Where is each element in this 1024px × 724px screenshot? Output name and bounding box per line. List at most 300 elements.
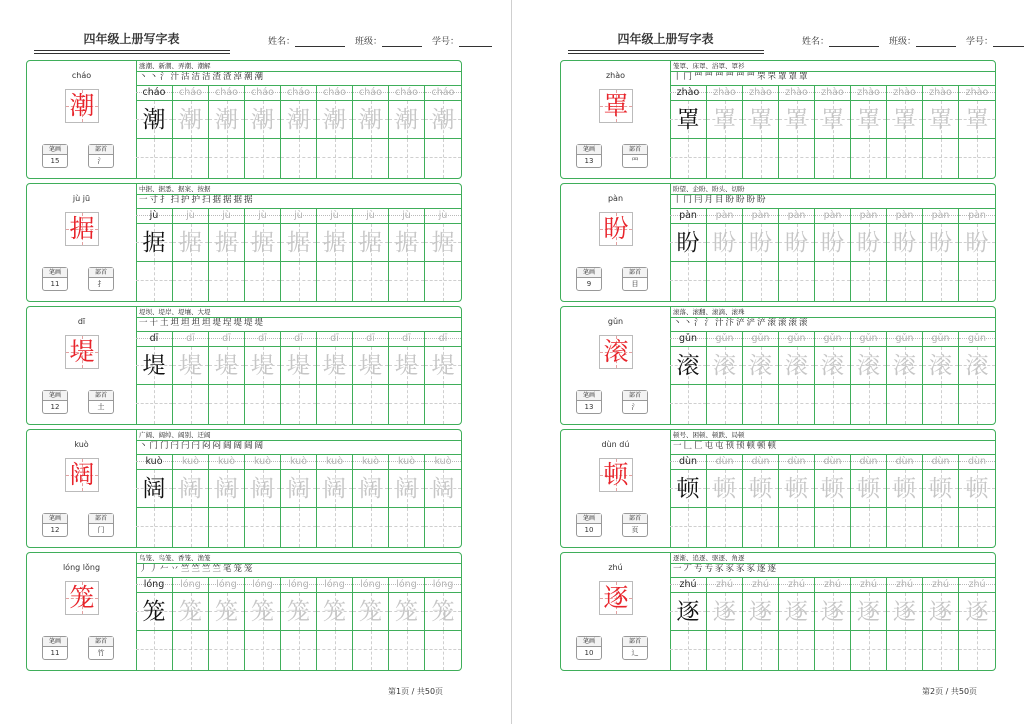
pinyin-trace-cell[interactable]: [887, 85, 923, 101]
blank-writing-cell[interactable]: [245, 385, 281, 424]
pinyin-trace-cell[interactable]: [959, 577, 995, 593]
pinyin-model-cell[interactable]: [136, 454, 173, 470]
character-trace-cell[interactable]: [245, 593, 281, 631]
pinyin-trace-cell[interactable]: [779, 577, 815, 593]
character-trace-cell[interactable]: [353, 347, 389, 385]
pinyin-trace-cell[interactable]: [425, 85, 461, 101]
stroke-step: 竺: [191, 564, 201, 574]
pinyin-trace-cell[interactable]: [923, 577, 959, 593]
blank-writing-cell[interactable]: [281, 508, 317, 547]
pinyin-trace-cell[interactable]: [173, 331, 209, 347]
character-trace-cell[interactable]: [209, 101, 245, 139]
character-trace-cell[interactable]: [779, 593, 815, 631]
blank-writing-cell[interactable]: [670, 385, 707, 424]
pinyin-model-cell[interactable]: [136, 577, 173, 593]
pinyin-trace-cell[interactable]: [317, 331, 353, 347]
blank-writing-cell[interactable]: [779, 262, 815, 301]
blank-writing-cell[interactable]: [425, 139, 461, 178]
character-trace-cell[interactable]: [425, 470, 461, 508]
blank-writing-cell[interactable]: [815, 262, 851, 301]
character-trace-cell[interactable]: [425, 593, 461, 631]
blank-writing-cell[interactable]: [707, 139, 743, 178]
pinyin-trace-cell[interactable]: [815, 577, 851, 593]
blank-writing-cell[interactable]: [815, 631, 851, 670]
character-trace-cell[interactable]: [851, 101, 887, 139]
blank-writing-cell[interactable]: [281, 262, 317, 301]
pinyin-trace-cell[interactable]: [317, 577, 353, 593]
character-trace-cell[interactable]: [887, 224, 923, 262]
blank-writing-cell[interactable]: [959, 262, 995, 301]
blank-writing-cell[interactable]: [353, 139, 389, 178]
blank-writing-cell[interactable]: [959, 508, 995, 547]
character-trace-cell[interactable]: [743, 224, 779, 262]
pinyin-trace-cell[interactable]: [245, 208, 281, 224]
blank-writing-cell[interactable]: [887, 139, 923, 178]
blank-writing-cell[interactable]: [743, 508, 779, 547]
character-trace-cell[interactable]: [173, 593, 209, 631]
pinyin-trace-cell[interactable]: [743, 208, 779, 224]
blank-writing-cell[interactable]: [707, 385, 743, 424]
blank-writing-cell[interactable]: [779, 385, 815, 424]
blank-writing-cell[interactable]: [281, 139, 317, 178]
practice-character: 罩: [821, 107, 844, 133]
blank-writing-cell[interactable]: [209, 385, 245, 424]
blank-writing-cell[interactable]: [779, 139, 815, 178]
pinyin-trace-cell[interactable]: [707, 331, 743, 347]
pinyin-trace-cell[interactable]: [425, 331, 461, 347]
pinyin-trace-cell[interactable]: [959, 208, 995, 224]
blank-writing-cell[interactable]: [707, 631, 743, 670]
blank-writing-cell[interactable]: [173, 262, 209, 301]
pinyin-model-cell[interactable]: [670, 208, 707, 224]
pinyin-trace-cell[interactable]: [353, 331, 389, 347]
pinyin-model-cell[interactable]: [670, 331, 707, 347]
pinyin-trace-cell[interactable]: [209, 577, 245, 593]
blank-writing-cell[interactable]: [851, 508, 887, 547]
pinyin-trace-cell[interactable]: [923, 85, 959, 101]
practice-pinyin: dī: [186, 333, 195, 344]
character-trace-cell[interactable]: [959, 593, 995, 631]
pinyin-trace-cell[interactable]: [923, 208, 959, 224]
blank-writing-cell[interactable]: [281, 631, 317, 670]
pinyin-trace-cell[interactable]: [209, 331, 245, 347]
character-trace-cell[interactable]: [209, 347, 245, 385]
pinyin-trace-cell[interactable]: [389, 85, 425, 101]
pinyin-trace-cell[interactable]: [173, 85, 209, 101]
character-trace-cell[interactable]: [815, 224, 851, 262]
practice-pinyin: pàn: [931, 210, 950, 221]
blank-writing-cell[interactable]: [743, 262, 779, 301]
blank-writing-cell[interactable]: [389, 139, 425, 178]
blank-writing-cell[interactable]: [389, 385, 425, 424]
character-trace-cell[interactable]: [353, 470, 389, 508]
pinyin-trace-cell[interactable]: [281, 85, 317, 101]
character-trace-cell[interactable]: [209, 593, 245, 631]
blank-writing-cell[interactable]: [136, 385, 173, 424]
blank-writing-cell[interactable]: [851, 631, 887, 670]
pinyin-trace-cell[interactable]: [743, 454, 779, 470]
blank-writing-cell[interactable]: [353, 385, 389, 424]
stroke-step: 渣: [212, 72, 222, 82]
practice-pinyin: gǔn: [859, 333, 878, 344]
practice-pinyin: lóng: [252, 579, 273, 590]
pinyin-trace-cell[interactable]: [209, 208, 245, 224]
pinyin-trace-cell[interactable]: [173, 208, 209, 224]
pinyin-model-cell[interactable]: [136, 85, 173, 101]
character-trace-cell[interactable]: [851, 224, 887, 262]
practice-character: 盼: [929, 230, 952, 256]
pinyin-trace-cell[interactable]: [281, 577, 317, 593]
blank-writing-cell[interactable]: [245, 631, 281, 670]
blank-writing-cell[interactable]: [353, 631, 389, 670]
blank-writing-cell[interactable]: [317, 139, 353, 178]
blank-writing-cell[interactable]: [815, 508, 851, 547]
pinyin-trace-cell[interactable]: [743, 85, 779, 101]
character-trace-cell[interactable]: [959, 347, 995, 385]
character-model-cell[interactable]: [670, 593, 707, 631]
pinyin-trace-cell[interactable]: [173, 454, 209, 470]
character-trace-cell[interactable]: [425, 347, 461, 385]
character-model-cell[interactable]: [670, 347, 707, 385]
character-trace-cell[interactable]: [317, 101, 353, 139]
blank-writing-cell[interactable]: [389, 631, 425, 670]
character-trace-cell[interactable]: [923, 224, 959, 262]
model-character: 潮: [69, 91, 95, 120]
blank-writing-cell[interactable]: [887, 508, 923, 547]
blank-writing-cell[interactable]: [209, 262, 245, 301]
character-trace-cell[interactable]: [317, 470, 353, 508]
blank-writing-cell[interactable]: [887, 262, 923, 301]
pinyin-trace-cell[interactable]: [209, 85, 245, 101]
character-trace-cell[interactable]: [173, 347, 209, 385]
blank-writing-cell[interactable]: [173, 139, 209, 178]
character-trace-cell[interactable]: [779, 347, 815, 385]
blank-writing-cell[interactable]: [425, 262, 461, 301]
blank-writing-cell[interactable]: [670, 508, 707, 547]
character-trace-cell[interactable]: [425, 101, 461, 139]
character-trace-cell[interactable]: [923, 470, 959, 508]
practice-character: 堤: [359, 353, 382, 379]
character-model-cell[interactable]: [670, 224, 707, 262]
blank-writing-cell[interactable]: [245, 139, 281, 178]
character-trace-cell[interactable]: [389, 470, 425, 508]
pinyin-trace-cell[interactable]: [779, 454, 815, 470]
pinyin-trace-cell[interactable]: [779, 208, 815, 224]
character-trace-cell[interactable]: [707, 593, 743, 631]
pinyin-trace-cell[interactable]: [173, 577, 209, 593]
character-trace-cell[interactable]: [209, 224, 245, 262]
blank-writing-cell[interactable]: [209, 508, 245, 547]
blank-writing-cell[interactable]: [317, 262, 353, 301]
class-blank[interactable]: [382, 36, 422, 47]
blank-writing-cell[interactable]: [959, 631, 995, 670]
character-trace-cell[interactable]: [815, 593, 851, 631]
character-trace-cell[interactable]: [245, 224, 281, 262]
pinyin-trace-cell[interactable]: [209, 454, 245, 470]
character-trace-cell[interactable]: [209, 470, 245, 508]
pinyin-trace-cell[interactable]: [353, 85, 389, 101]
pinyin-trace-cell[interactable]: [887, 454, 923, 470]
pinyin-trace-cell[interactable]: [887, 577, 923, 593]
character-trace-cell[interactable]: [779, 224, 815, 262]
blank-writing-cell[interactable]: [779, 631, 815, 670]
character-trace-cell[interactable]: [887, 347, 923, 385]
pinyin-trace-cell[interactable]: [779, 331, 815, 347]
pinyin-trace-cell[interactable]: [743, 577, 779, 593]
blank-writing-cell[interactable]: [670, 262, 707, 301]
blank-writing-cell[interactable]: [743, 385, 779, 424]
id-blank[interactable]: [459, 36, 492, 47]
character-trace-cell[interactable]: [851, 347, 887, 385]
pinyin-trace-cell[interactable]: [851, 331, 887, 347]
character-trace-cell[interactable]: [815, 101, 851, 139]
character-trace-cell[interactable]: [887, 470, 923, 508]
guide-line: [725, 508, 726, 547]
character-model-cell[interactable]: [136, 593, 173, 631]
blank-writing-cell[interactable]: [425, 385, 461, 424]
pinyin-trace-cell[interactable]: [425, 208, 461, 224]
pinyin-trace-cell[interactable]: [317, 208, 353, 224]
character-trace-cell[interactable]: [281, 470, 317, 508]
blank-writing-cell[interactable]: [209, 139, 245, 178]
pinyin-trace-cell[interactable]: [923, 331, 959, 347]
pinyin-trace-cell[interactable]: [923, 454, 959, 470]
pinyin-model-cell[interactable]: [670, 85, 707, 101]
blank-writing-cell[interactable]: [851, 262, 887, 301]
pinyin-trace-cell[interactable]: [389, 454, 425, 470]
character-trace-cell[interactable]: [173, 101, 209, 139]
character-trace-cell[interactable]: [743, 470, 779, 508]
character-model-cell[interactable]: [136, 101, 173, 139]
pinyin-trace-cell[interactable]: [815, 208, 851, 224]
blank-writing-cell[interactable]: [136, 631, 173, 670]
character-trace-cell[interactable]: [815, 470, 851, 508]
character-model-cell[interactable]: [670, 101, 707, 139]
pinyin-trace-cell[interactable]: [425, 454, 461, 470]
blank-writing-cell[interactable]: [425, 631, 461, 670]
character-trace-cell[interactable]: [317, 347, 353, 385]
character-trace-cell[interactable]: [779, 101, 815, 139]
character-model-cell[interactable]: [136, 347, 173, 385]
practice-pinyin: cháo: [142, 87, 166, 98]
id-blank[interactable]: [993, 36, 1024, 47]
pinyin-trace-cell[interactable]: [707, 454, 743, 470]
class-blank[interactable]: [916, 36, 956, 47]
name-blank[interactable]: [829, 36, 879, 47]
character-trace-cell[interactable]: [707, 224, 743, 262]
pinyin-trace-cell[interactable]: [245, 85, 281, 101]
pinyin-trace-cell[interactable]: [281, 331, 317, 347]
character-trace-cell[interactable]: [707, 101, 743, 139]
blank-writing-cell[interactable]: [707, 508, 743, 547]
pinyin-trace-cell[interactable]: [851, 577, 887, 593]
stroke-step: 沽: [181, 72, 190, 82]
blank-writing-cell[interactable]: [173, 508, 209, 547]
pinyin-trace-cell[interactable]: [353, 454, 389, 470]
blank-writing-cell[interactable]: [389, 262, 425, 301]
guide-line: [905, 139, 906, 178]
character-trace-cell[interactable]: [353, 101, 389, 139]
character-trace-cell[interactable]: [317, 593, 353, 631]
pinyin-model-cell[interactable]: [670, 577, 707, 593]
character-trace-cell[interactable]: [851, 470, 887, 508]
character-trace-cell[interactable]: [245, 347, 281, 385]
character-trace-cell[interactable]: [743, 347, 779, 385]
character-trace-cell[interactable]: [389, 224, 425, 262]
character-trace-cell[interactable]: [173, 470, 209, 508]
character-trace-cell[interactable]: [707, 347, 743, 385]
blank-writing-cell[interactable]: [851, 385, 887, 424]
blank-writing-cell[interactable]: [887, 385, 923, 424]
name-blank[interactable]: [295, 36, 345, 47]
pinyin-trace-cell[interactable]: [317, 454, 353, 470]
character-trace-cell[interactable]: [923, 101, 959, 139]
pinyin-trace-cell[interactable]: [851, 85, 887, 101]
character-trace-cell[interactable]: [743, 101, 779, 139]
pinyin-trace-cell[interactable]: [815, 454, 851, 470]
character-trace-cell[interactable]: [743, 593, 779, 631]
practice-character: 滚: [857, 353, 880, 379]
blank-writing-cell[interactable]: [923, 508, 959, 547]
pinyin-trace-cell[interactable]: [887, 331, 923, 347]
character-trace-cell[interactable]: [281, 347, 317, 385]
character-trace-cell[interactable]: [281, 224, 317, 262]
blank-writing-cell[interactable]: [707, 262, 743, 301]
pinyin-trace-cell[interactable]: [281, 454, 317, 470]
blank-writing-cell[interactable]: [923, 262, 959, 301]
pinyin-trace-cell[interactable]: [245, 577, 281, 593]
blank-writing-cell[interactable]: [959, 385, 995, 424]
character-trace-cell[interactable]: [281, 593, 317, 631]
blank-writing-cell[interactable]: [959, 139, 995, 178]
blank-writing-cell[interactable]: [923, 385, 959, 424]
pinyin-trace-cell[interactable]: [245, 331, 281, 347]
pinyin-trace-cell[interactable]: [887, 208, 923, 224]
pinyin-trace-cell[interactable]: [317, 85, 353, 101]
character-trace-cell[interactable]: [815, 347, 851, 385]
blank-writing-cell[interactable]: [923, 631, 959, 670]
blank-writing-cell[interactable]: [317, 508, 353, 547]
character-trace-cell[interactable]: [707, 470, 743, 508]
character-trace-cell[interactable]: [887, 593, 923, 631]
blank-writing-cell[interactable]: [353, 508, 389, 547]
pinyin-trace-cell[interactable]: [281, 208, 317, 224]
blank-writing-cell[interactable]: [815, 385, 851, 424]
blank-writing-cell[interactable]: [670, 139, 707, 178]
pinyin-trace-cell[interactable]: [707, 208, 743, 224]
blank-writing-cell[interactable]: [851, 139, 887, 178]
character-trace-cell[interactable]: [923, 347, 959, 385]
pinyin-trace-cell[interactable]: [851, 454, 887, 470]
guide-line: [688, 139, 689, 178]
blank-writing-cell[interactable]: [425, 508, 461, 547]
practice-character: 顿: [676, 476, 700, 502]
character-trace-cell[interactable]: [959, 101, 995, 139]
character-trace-cell[interactable]: [245, 101, 281, 139]
character-trace-cell[interactable]: [389, 593, 425, 631]
blank-writing-cell[interactable]: [389, 508, 425, 547]
pinyin-model-cell[interactable]: [136, 208, 173, 224]
blank-writing-cell[interactable]: [245, 262, 281, 301]
pinyin-trace-cell[interactable]: [389, 331, 425, 347]
character-trace-cell[interactable]: [923, 593, 959, 631]
pinyin-model-cell[interactable]: [670, 454, 707, 470]
character-model-cell[interactable]: [136, 224, 173, 262]
pinyin-trace-cell[interactable]: [959, 85, 995, 101]
character-model-cell[interactable]: [670, 470, 707, 508]
character-trace-cell[interactable]: [281, 101, 317, 139]
pinyin-trace-cell[interactable]: [815, 331, 851, 347]
blank-writing-cell[interactable]: [815, 139, 851, 178]
pinyin-model-cell[interactable]: [136, 331, 173, 347]
character-trace-cell[interactable]: [959, 470, 995, 508]
practice-pinyin: cháo: [179, 87, 202, 98]
blank-writing-cell[interactable]: [281, 385, 317, 424]
blank-writing-cell[interactable]: [743, 139, 779, 178]
pinyin-trace-cell[interactable]: [779, 85, 815, 101]
blank-writing-cell[interactable]: [136, 139, 173, 178]
blank-writing-cell[interactable]: [779, 508, 815, 547]
blank-writing-cell[interactable]: [317, 631, 353, 670]
pinyin-trace-cell[interactable]: [851, 208, 887, 224]
blank-writing-cell[interactable]: [353, 262, 389, 301]
practice-pinyin: zhú: [895, 579, 914, 590]
character-trace-cell[interactable]: [317, 224, 353, 262]
blank-writing-cell[interactable]: [209, 631, 245, 670]
practice-character: 笼: [395, 599, 418, 625]
blank-writing-cell[interactable]: [136, 262, 173, 301]
character-trace-cell[interactable]: [959, 224, 995, 262]
character-trace-cell[interactable]: [779, 470, 815, 508]
pinyin-trace-cell[interactable]: [425, 577, 461, 593]
pinyin-trace-cell[interactable]: [389, 208, 425, 224]
character-trace-cell[interactable]: [851, 593, 887, 631]
pinyin-trace-cell[interactable]: [707, 85, 743, 101]
character-trace-cell[interactable]: [173, 224, 209, 262]
stroke-step: 竺: [181, 564, 190, 574]
pinyin-trace-cell[interactable]: [707, 577, 743, 593]
blank-writing-cell[interactable]: [743, 631, 779, 670]
blank-writing-cell[interactable]: [887, 631, 923, 670]
character-model-cell[interactable]: [136, 470, 173, 508]
character-trace-cell[interactable]: [353, 224, 389, 262]
pinyin-trace-cell[interactable]: [353, 208, 389, 224]
pinyin-trace-cell[interactable]: [815, 85, 851, 101]
blank-writing-cell[interactable]: [670, 631, 707, 670]
blank-writing-cell[interactable]: [923, 139, 959, 178]
character-trace-cell[interactable]: [887, 101, 923, 139]
character-trace-cell[interactable]: [245, 470, 281, 508]
practice-character: 顿: [929, 476, 952, 502]
pinyin-trace-cell[interactable]: [389, 577, 425, 593]
page-title: 四年级上册写字表: [617, 32, 714, 46]
character-trace-cell[interactable]: [353, 593, 389, 631]
pinyin-trace-cell[interactable]: [959, 454, 995, 470]
blank-writing-cell[interactable]: [245, 508, 281, 547]
pinyin-trace-cell[interactable]: [353, 577, 389, 593]
word-list: 堤坝、堤岸、堤壤、大堤: [136, 307, 461, 318]
character-trace-cell[interactable]: [425, 224, 461, 262]
pinyin-trace-cell[interactable]: [245, 454, 281, 470]
pinyin-trace-cell[interactable]: [959, 331, 995, 347]
blank-writing-cell[interactable]: [317, 385, 353, 424]
blank-writing-cell[interactable]: [173, 631, 209, 670]
blank-writing-cell[interactable]: [136, 508, 173, 547]
character-trace-cell[interactable]: [389, 101, 425, 139]
pinyin-trace-cell[interactable]: [743, 331, 779, 347]
character-trace-cell[interactable]: [389, 347, 425, 385]
blank-writing-cell[interactable]: [173, 385, 209, 424]
